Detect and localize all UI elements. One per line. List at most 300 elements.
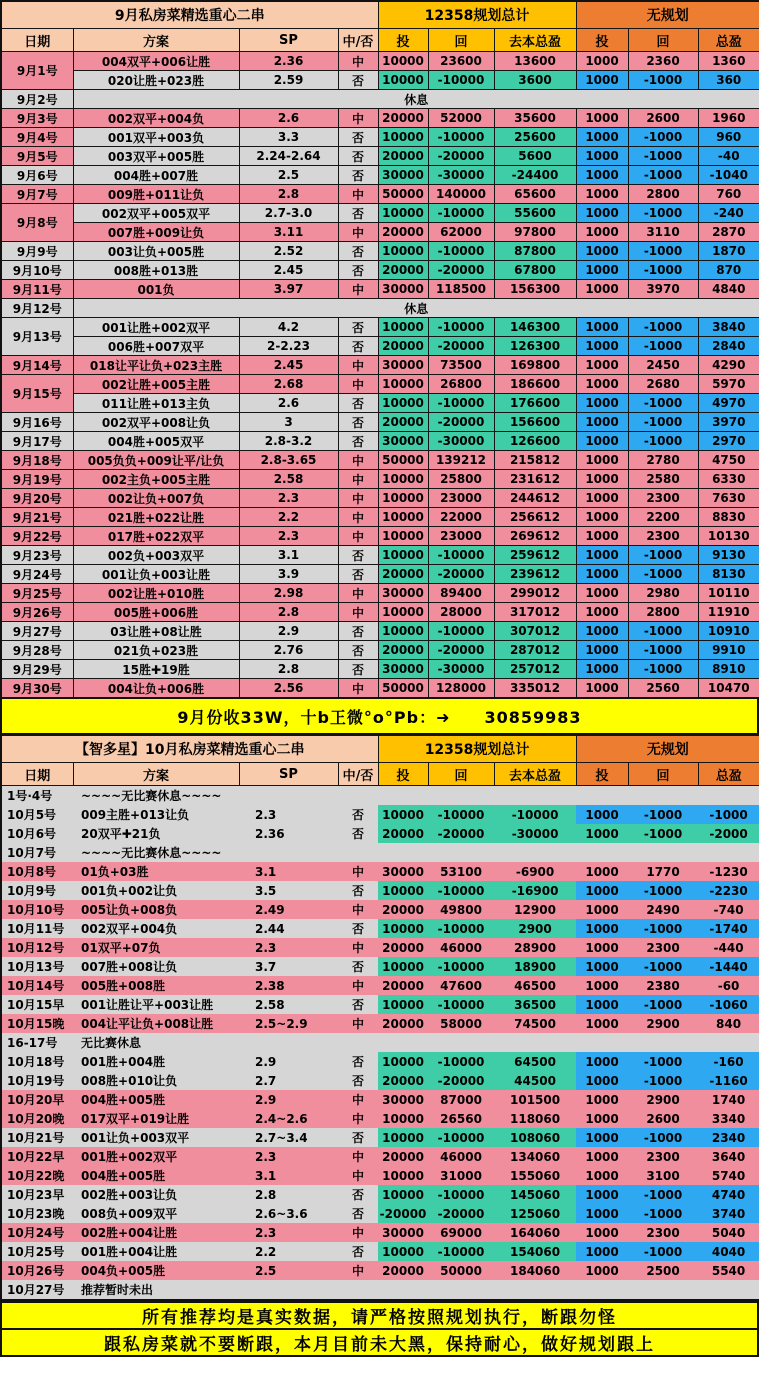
plan-cell: 004双平+006让胜 <box>73 52 239 71</box>
sp-cell: 2.6~3.6 <box>239 1204 338 1223</box>
invest-cell: 30000 <box>378 1223 428 1242</box>
col-header-result: 中/否 <box>338 763 378 786</box>
noplan-total-cell: 1740 <box>698 1090 759 1109</box>
invest-cell: 50000 <box>378 679 428 699</box>
net-total-cell: 12900 <box>494 900 576 919</box>
return-cell: 47600 <box>428 976 494 995</box>
result-cell: 否 <box>338 204 378 223</box>
sp-cell: 2.3 <box>239 527 338 546</box>
result-cell: 否 <box>338 1128 378 1147</box>
noplan-invest-cell: 1000 <box>576 375 628 394</box>
invest-cell: 50000 <box>378 185 428 204</box>
sp-cell: 3.1 <box>239 546 338 565</box>
invest-cell: 30000 <box>378 432 428 451</box>
date-cell: 10月15早 <box>1 995 73 1014</box>
return-cell: -20000 <box>428 337 494 356</box>
result-cell: 否 <box>338 1185 378 1204</box>
noplan-total-cell: 8830 <box>698 508 759 527</box>
sp-cell: 2.58 <box>239 470 338 489</box>
plan-cell: 002让胜+005主胜 <box>73 375 239 394</box>
table-row <box>1 109 759 128</box>
invest-cell: 20000 <box>378 147 428 166</box>
noplan-return-cell: -1000 <box>628 1128 698 1147</box>
net-total-cell: 36500 <box>494 995 576 1014</box>
date-cell: 10月7号 <box>1 843 73 862</box>
result-cell: 中 <box>338 976 378 995</box>
date-cell: 9月1号 <box>1 52 73 90</box>
noplan-invest-cell: 1000 <box>576 641 628 660</box>
table-row <box>1 451 759 470</box>
noplan-invest-cell: 1000 <box>576 622 628 641</box>
net-total-cell: 46500 <box>494 976 576 995</box>
col-header-return: 回 <box>428 763 494 786</box>
noplan-total-cell: 3840 <box>698 318 759 337</box>
invest-cell: 20000 <box>378 261 428 280</box>
return-cell: 49800 <box>428 900 494 919</box>
plan-cell: 002让负+007负 <box>73 489 239 508</box>
noplan-invest-cell: 1000 <box>576 280 628 299</box>
result-cell: 否 <box>338 805 378 824</box>
result-cell: 中 <box>338 1261 378 1280</box>
return-cell: 46000 <box>428 938 494 957</box>
noplan-total-cell: 4740 <box>698 1185 759 1204</box>
noplan-return-cell: 2800 <box>628 603 698 622</box>
col-header-net-total: 去本总盈 <box>494 29 576 52</box>
table-row <box>1 432 759 451</box>
invest-cell: 20000 <box>378 976 428 995</box>
sp-cell: 2.9 <box>239 1052 338 1071</box>
net-total-cell: 67800 <box>494 261 576 280</box>
invest-cell: 20000 <box>378 1071 428 1090</box>
date-cell: 1号·4号 <box>1 786 73 806</box>
plan-cell: 002双平+004负 <box>73 109 239 128</box>
invest-cell: 30000 <box>378 660 428 679</box>
noplan-invest-cell: 1000 <box>576 337 628 356</box>
noplan-invest-cell: 1000 <box>576 185 628 204</box>
sp-cell: 3 <box>239 413 338 432</box>
col-header-noplan-total: 总盈 <box>698 29 759 52</box>
return-cell: -10000 <box>428 394 494 413</box>
invest-cell: 10000 <box>378 71 428 90</box>
result-cell: 否 <box>338 1071 378 1090</box>
noplan-total-cell: -1230 <box>698 862 759 881</box>
date-cell: 10月12号 <box>1 938 73 957</box>
plan-cell: 004胜+005胜 <box>73 1166 239 1185</box>
plan-cell: 021负+023胜 <box>73 641 239 660</box>
table-row <box>1 356 759 375</box>
date-cell: 9月14号 <box>1 356 73 375</box>
noplan-total-cell: 840 <box>698 1014 759 1033</box>
invest-cell: 20000 <box>378 1261 428 1280</box>
date-cell: 10月19号 <box>1 1071 73 1090</box>
result-cell: 中 <box>338 470 378 489</box>
noplan-invest-cell: 1000 <box>576 470 628 489</box>
net-total-cell: 164060 <box>494 1223 576 1242</box>
result-cell: 否 <box>338 1204 378 1223</box>
table-row <box>1 1280 759 1300</box>
noplan-return-cell: 2560 <box>628 679 698 699</box>
return-cell: -30000 <box>428 660 494 679</box>
net-total-cell: 18900 <box>494 957 576 976</box>
sp-cell: 2.44 <box>239 919 338 938</box>
plan-cell: 002负+003双平 <box>73 546 239 565</box>
noplan-invest-cell: 1000 <box>576 1223 628 1242</box>
noplan-total-cell: 4290 <box>698 356 759 375</box>
noplan-invest-cell: 1000 <box>576 71 628 90</box>
sp-cell: 2.2 <box>239 1242 338 1261</box>
table-row <box>1 470 759 489</box>
col-header-net-total: 去本总盈 <box>494 763 576 786</box>
col-header-plan: 方案 <box>73 763 239 786</box>
result-cell: 否 <box>338 1052 378 1071</box>
noplan-return-cell: 2300 <box>628 527 698 546</box>
noplan-return-cell: -1000 <box>628 805 698 824</box>
noplan-return-cell: -1000 <box>628 337 698 356</box>
return-cell: -10000 <box>428 318 494 337</box>
sp-cell: 2.58 <box>239 995 338 1014</box>
table-row <box>1 508 759 527</box>
noplan-total-cell: 3970 <box>698 413 759 432</box>
net-total-cell: 256612 <box>494 508 576 527</box>
return-cell: -10000 <box>428 242 494 261</box>
sp-cell: 2-2.23 <box>239 337 338 356</box>
noplan-total-cell: 4040 <box>698 1242 759 1261</box>
date-cell: 10月10号 <box>1 900 73 919</box>
sp-cell: 2.98 <box>239 584 338 603</box>
date-cell: 9月11号 <box>1 280 73 299</box>
return-cell: 73500 <box>428 356 494 375</box>
noplan-return-cell: -1000 <box>628 1071 698 1090</box>
noplan-invest-cell: 1000 <box>576 128 628 147</box>
date-cell: 9月23号 <box>1 546 73 565</box>
result-cell: 否 <box>338 147 378 166</box>
noplan-return-cell: 2300 <box>628 1147 698 1166</box>
invest-cell: 10000 <box>378 622 428 641</box>
sp-cell: 3.9 <box>239 565 338 584</box>
result-cell: 否 <box>338 546 378 565</box>
noplan-invest-cell: 1000 <box>576 660 628 679</box>
return-cell: -20000 <box>428 641 494 660</box>
noplan-total-cell: 2340 <box>698 1128 759 1147</box>
noplan-total-cell: 11910 <box>698 603 759 622</box>
noplan-invest-cell: 1000 <box>576 204 628 223</box>
noplan-total-cell: 4750 <box>698 451 759 470</box>
noplan-return-cell: 3970 <box>628 280 698 299</box>
september-columns-row <box>1 29 759 52</box>
col-header-noplan-return: 回 <box>628 29 698 52</box>
return-cell: -10000 <box>428 546 494 565</box>
date-cell: 10月11号 <box>1 919 73 938</box>
table-row <box>1 881 759 900</box>
noplan-invest-cell: 1000 <box>576 318 628 337</box>
noplan-return-cell: 3110 <box>628 223 698 242</box>
sp-cell: 2.3 <box>239 805 338 824</box>
date-cell: 9月19号 <box>1 470 73 489</box>
sp-cell: 2.6 <box>239 109 338 128</box>
sp-cell: 4.2 <box>239 318 338 337</box>
date-cell: 9月10号 <box>1 261 73 280</box>
return-cell: -10000 <box>428 1242 494 1261</box>
noplan-invest-cell: 1000 <box>576 805 628 824</box>
return-cell: -30000 <box>428 166 494 185</box>
noplan-total-cell: -1060 <box>698 995 759 1014</box>
invest-cell: 10000 <box>378 1109 428 1128</box>
date-cell: 10月20早 <box>1 1090 73 1109</box>
col-header-invest: 投 <box>378 29 428 52</box>
invest-cell: -20000 <box>378 1204 428 1223</box>
sp-cell: 2.45 <box>239 261 338 280</box>
plan-cell: 001胜+002双平 <box>73 1147 239 1166</box>
plan-cell: 005胜+006胜 <box>73 603 239 622</box>
noplan-total-cell: -1740 <box>698 919 759 938</box>
result-cell: 否 <box>338 394 378 413</box>
date-cell: 10月25号 <box>1 1242 73 1261</box>
invest-cell: 10000 <box>378 394 428 413</box>
net-total-cell: 74500 <box>494 1014 576 1033</box>
invest-cell: 10000 <box>378 508 428 527</box>
return-cell: 53100 <box>428 862 494 881</box>
noplan-total-cell: -1000 <box>698 805 759 824</box>
date-cell: 10月13号 <box>1 957 73 976</box>
noplan-return-cell: 2380 <box>628 976 698 995</box>
table-row <box>1 786 759 806</box>
net-total-cell: 146300 <box>494 318 576 337</box>
plan-cell: 001胜+004让胜 <box>73 1242 239 1261</box>
net-total-cell: 44500 <box>494 1071 576 1090</box>
result-cell: 中 <box>338 1147 378 1166</box>
noplan-invest-cell: 1000 <box>576 919 628 938</box>
noplan-return-cell: -1000 <box>628 413 698 432</box>
table-row <box>1 957 759 976</box>
invest-cell: 30000 <box>378 280 428 299</box>
net-total-cell: -16900 <box>494 881 576 900</box>
invest-cell: 20000 <box>378 337 428 356</box>
invest-cell: 20000 <box>378 1014 428 1033</box>
col-header-noplan-invest: 投 <box>576 29 628 52</box>
invest-cell: 10000 <box>378 527 428 546</box>
date-cell: 10月27号 <box>1 1280 73 1300</box>
net-total-cell: 65600 <box>494 185 576 204</box>
table-row <box>1 337 759 356</box>
table-row <box>1 919 759 938</box>
invest-cell: 10000 <box>378 881 428 900</box>
noplan-invest-cell: 1000 <box>576 1071 628 1090</box>
plan-cell: 20双平✚21负 <box>73 824 239 843</box>
return-cell: -10000 <box>428 957 494 976</box>
table-row <box>1 805 759 824</box>
noplan-invest-cell: 1000 <box>576 546 628 565</box>
table-row <box>1 261 759 280</box>
table-row <box>1 824 759 843</box>
invest-cell: 10000 <box>378 1128 428 1147</box>
sp-cell: 2.49 <box>239 900 338 919</box>
noplan-invest-cell: 1000 <box>576 881 628 900</box>
result-cell: 中 <box>338 489 378 508</box>
september-header-row <box>1 1 759 29</box>
october-table <box>0 735 759 1301</box>
sp-cell: 2.8-3.65 <box>239 451 338 470</box>
result-cell: 中 <box>338 527 378 546</box>
sp-cell: 2.5~2.9 <box>239 1014 338 1033</box>
sp-cell: 2.3 <box>239 938 338 957</box>
noplan-invest-cell: 1000 <box>576 451 628 470</box>
table-row <box>1 1014 759 1033</box>
net-total-cell: 155060 <box>494 1166 576 1185</box>
net-total-cell: 169800 <box>494 356 576 375</box>
noplan-total-cell: 1960 <box>698 109 759 128</box>
table-row <box>1 185 759 204</box>
noplan-return-cell: 2980 <box>628 584 698 603</box>
noplan-total-cell: 10470 <box>698 679 759 699</box>
date-cell: 10月22早 <box>1 1147 73 1166</box>
invest-cell: 20000 <box>378 824 428 843</box>
net-total-cell: 186600 <box>494 375 576 394</box>
sp-cell: 2.52 <box>239 242 338 261</box>
rest-cell: ~~~~无比赛休息~~~~ <box>73 786 759 806</box>
result-cell: 中 <box>338 603 378 622</box>
col-header-invest: 投 <box>378 763 428 786</box>
return-cell: 26560 <box>428 1109 494 1128</box>
table-row <box>1 375 759 394</box>
date-cell: 9月16号 <box>1 413 73 432</box>
plan-cell: 004胜+007胜 <box>73 166 239 185</box>
result-cell: 否 <box>338 242 378 261</box>
noplan-return-cell: -1000 <box>628 1185 698 1204</box>
date-cell: 9月26号 <box>1 603 73 622</box>
rest-cell: 休息 <box>73 299 759 318</box>
plan-cell: 001负+002让负 <box>73 881 239 900</box>
date-cell: 10月22晚 <box>1 1166 73 1185</box>
noplan-return-cell: -1000 <box>628 565 698 584</box>
col-header-date: 日期 <box>1 763 73 786</box>
date-cell: 9月9号 <box>1 242 73 261</box>
return-cell: 139212 <box>428 451 494 470</box>
table-row <box>1 413 759 432</box>
sp-cell: 2.59 <box>239 71 338 90</box>
date-cell: 10月15晚 <box>1 1014 73 1033</box>
invest-cell: 10000 <box>378 805 428 824</box>
table-row <box>1 299 759 318</box>
date-cell: 9月27号 <box>1 622 73 641</box>
return-cell: -10000 <box>428 128 494 147</box>
table-row <box>1 1185 759 1204</box>
date-cell: 9月21号 <box>1 508 73 527</box>
noplan-return-cell: 2500 <box>628 1261 698 1280</box>
sp-cell: 2.8 <box>239 185 338 204</box>
plan-group-header: 12358规划总计 <box>378 736 576 763</box>
return-cell: -10000 <box>428 622 494 641</box>
return-cell: -20000 <box>428 1071 494 1090</box>
sp-cell: 2.7~3.4 <box>239 1128 338 1147</box>
result-cell: 中 <box>338 375 378 394</box>
result-cell: 中 <box>338 451 378 470</box>
noplan-return-cell: -1000 <box>628 957 698 976</box>
noplan-invest-cell: 1000 <box>576 995 628 1014</box>
september-title: 9月私房菜精选重心二串 <box>1 1 378 29</box>
date-cell: 10月23早 <box>1 1185 73 1204</box>
net-total-cell: 145060 <box>494 1185 576 1204</box>
invest-cell: 30000 <box>378 356 428 375</box>
noplan-total-cell: 960 <box>698 128 759 147</box>
noplan-invest-cell: 1000 <box>576 603 628 622</box>
plan-cell: 004胜+005双平 <box>73 432 239 451</box>
noplan-invest-cell: 1000 <box>576 242 628 261</box>
noplan-return-cell: -1000 <box>628 1204 698 1223</box>
date-cell: 10月20晚 <box>1 1109 73 1128</box>
result-cell: 否 <box>338 261 378 280</box>
noplan-return-cell: -1000 <box>628 1052 698 1071</box>
noplan-invest-cell: 1000 <box>576 489 628 508</box>
noplan-invest-cell: 1000 <box>576 824 628 843</box>
noplan-return-cell: -1000 <box>628 204 698 223</box>
table-row <box>1 565 759 584</box>
result-cell: 否 <box>338 166 378 185</box>
plan-cell: 005负负+009让平/让负 <box>73 451 239 470</box>
net-total-cell: 215812 <box>494 451 576 470</box>
noplan-return-cell: -1000 <box>628 622 698 641</box>
noplan-total-cell: 6330 <box>698 470 759 489</box>
noplan-invest-cell: 1000 <box>576 900 628 919</box>
result-cell: 否 <box>338 957 378 976</box>
noplan-invest-cell: 1000 <box>576 1090 628 1109</box>
plan-cell: 004负+005胜 <box>73 1261 239 1280</box>
return-cell: -10000 <box>428 995 494 1014</box>
sp-cell: 2.4~2.6 <box>239 1109 338 1128</box>
noplan-return-cell: 2680 <box>628 375 698 394</box>
table-row <box>1 223 759 242</box>
col-header-plan: 方案 <box>73 29 239 52</box>
net-total-cell: 176600 <box>494 394 576 413</box>
return-cell: 22000 <box>428 508 494 527</box>
result-cell: 否 <box>338 660 378 679</box>
table-row <box>1 1223 759 1242</box>
noplan-return-cell: -1000 <box>628 660 698 679</box>
net-total-cell: 126300 <box>494 337 576 356</box>
net-total-cell: 3600 <box>494 71 576 90</box>
net-total-cell: 156300 <box>494 280 576 299</box>
result-cell: 中 <box>338 1109 378 1128</box>
october-columns-row <box>1 763 759 786</box>
date-cell: 9月12号 <box>1 299 73 318</box>
invest-cell: 20000 <box>378 641 428 660</box>
noplan-total-cell: -1440 <box>698 957 759 976</box>
table-row <box>1 546 759 565</box>
noplan-group-header: 无规划 <box>576 1 759 29</box>
plan-cell: 005胜+008胜 <box>73 976 239 995</box>
invest-cell: 10000 <box>378 52 428 71</box>
sp-cell: 2.3 <box>239 1147 338 1166</box>
noplan-total-cell: 3740 <box>698 1204 759 1223</box>
noplan-return-cell: -1000 <box>628 394 698 413</box>
noplan-invest-cell: 1000 <box>576 147 628 166</box>
october-title: 【智多星】10月私房菜精选重心二串 <box>1 736 378 763</box>
net-total-cell: -24400 <box>494 166 576 185</box>
plan-cell: 15胜✚19胜 <box>73 660 239 679</box>
invest-cell: 10000 <box>378 1166 428 1185</box>
return-cell: 25800 <box>428 470 494 489</box>
sp-cell: 2.6 <box>239 394 338 413</box>
plan-cell: 002主负+005主胜 <box>73 470 239 489</box>
net-total-cell: 335012 <box>494 679 576 699</box>
col-header-sp: SP <box>239 29 338 52</box>
rest-cell: 无比赛休息 <box>73 1033 759 1052</box>
table-row <box>1 52 759 71</box>
invest-cell: 20000 <box>378 900 428 919</box>
return-cell: 31000 <box>428 1166 494 1185</box>
noplan-invest-cell: 1000 <box>576 1014 628 1033</box>
sp-cell: 2.76 <box>239 641 338 660</box>
rest-cell: ~~~~无比赛休息~~~~ <box>73 843 759 862</box>
